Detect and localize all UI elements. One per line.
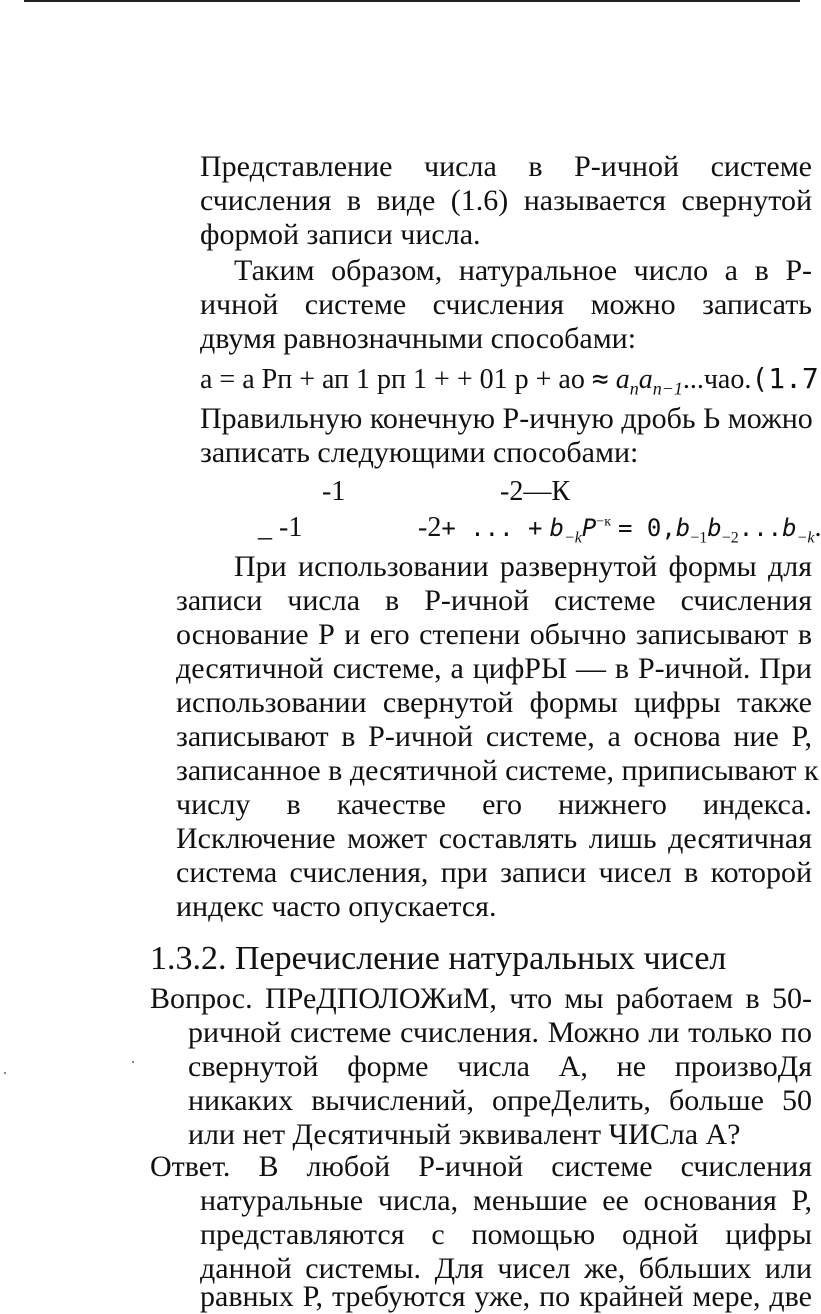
para4-line-9: Исключение может составлять лишь десятичная <box>176 822 812 855</box>
answer-first-text: В любой Р-ичной системе счисления <box>258 1150 812 1183</box>
answer-line-4: данной системы. Для чисел же, ббльших или <box>200 1252 812 1285</box>
top-rule <box>24 0 800 2</box>
para2-line-3: двумя равнозначными способами: <box>200 322 637 355</box>
formula2-bot-mid: -2 <box>418 512 442 543</box>
scan-speck <box>4 1072 6 1074</box>
scan-speck <box>132 1061 134 1063</box>
answer-label: Ответ. <box>150 1150 231 1183</box>
formula2-b3: b <box>782 514 797 542</box>
formula1-a: a <box>615 364 630 395</box>
question-line-3: свернутой форме числа А, не произвоДя <box>188 1050 812 1083</box>
para4-line-5: использовании свернутой формы цифры также <box>176 686 812 719</box>
para2-line-2: ичной системе счисления можно записать <box>200 288 812 321</box>
formula2-top-left: -1 <box>322 476 346 507</box>
section-heading: 1.3.2. Перечисление натуральных чисел <box>150 940 727 977</box>
question-line-2: ричной системе счисления. Можно ли только по <box>188 1016 812 1049</box>
para1-line-1: Представление числа в Р-ичной системе <box>200 150 812 183</box>
para2-line-1: Таким образом, натуральное число а в Р- <box>234 254 812 287</box>
question-line-5: или нет Десятичный эквивалент ЧИСла А? <box>188 1118 741 1151</box>
formula2-sub-k2: −k <box>796 529 815 547</box>
formula1-tail: ...чао. <box>682 364 752 395</box>
formula-fraction <box>258 512 302 544</box>
formula2-sub-2: −2 <box>721 529 739 547</box>
para3-line-2: записать следующими способами: <box>200 436 639 469</box>
formula2-dash: _ <box>258 512 272 543</box>
para4-line-7: записанное в десятичной системе, приписывают к <box>176 754 819 787</box>
formula2-b: b <box>549 514 564 542</box>
para3-line-1: Правильную конечную Р-ичную дробь Ь можно <box>200 402 813 435</box>
answer-first-line <box>150 1150 812 1184</box>
para4-line-10: система счисления, при записи чисел в которой <box>176 856 812 889</box>
formula2-sup-k: −к <box>596 514 611 530</box>
formula2-plus-ellipsis: + ... + <box>441 514 543 542</box>
para1-line-2: счисления в виде (1.6) называется свернутой <box>200 184 812 217</box>
para4-line-11: индекс часто опускается. <box>176 890 497 923</box>
formula1-number: (1.7 <box>751 362 819 395</box>
formula1-sub-n1: n−1 <box>652 378 683 399</box>
formula2-b2: b <box>707 514 722 542</box>
question-line-4: никаких вычислений, опреДелить, больше 50 <box>188 1084 812 1117</box>
question-label: Вопрос. <box>150 982 253 1015</box>
formula2-top-right: -2—К <box>500 476 570 507</box>
para4-line-2: записи числа в Р-ичной системе счисления <box>176 584 812 617</box>
formula2-P: P <box>581 514 597 542</box>
formula2-end: . <box>814 512 821 543</box>
formula2-right <box>418 512 821 548</box>
formula2-bot-left: -1 <box>279 512 303 543</box>
formula2-eq: = 0, <box>618 514 676 542</box>
para4-line-8: числу в качестве его нижнего индекса. <box>176 788 812 821</box>
para4-line-6: записывают в Р-ичной системе, а основа ние Р, <box>176 720 812 753</box>
formula1-left: а = а Рп + ап 1 рп 1 + + 01 р + ао <box>200 364 585 395</box>
question-first-line <box>150 982 812 1016</box>
formula-expanded <box>200 362 819 400</box>
answer-line-3: представляются с помощью одной цифры <box>200 1218 812 1251</box>
para1-line-3: формой записи числа. <box>200 218 481 251</box>
formula2-ellipsis: ... <box>738 514 783 542</box>
para4-line-1: При использовании развернутой формы для <box>234 550 812 583</box>
formula1-a2: a <box>638 364 653 395</box>
formula2-sub-1: −1 <box>690 529 708 547</box>
approx-sign: ≈ <box>591 362 609 395</box>
answer-line-5: равных Р, требуются уже, по крайней мере, две <box>200 1280 812 1313</box>
formula1-sub-n: n <box>629 378 639 399</box>
answer-line-2: натуральные числа, меньшие ее основания Р, <box>200 1184 812 1217</box>
formula2-sub-k: −k <box>563 529 582 547</box>
para4-line-4: десятичной системе, а цифРЫ — в Р-ичной. При <box>176 652 812 685</box>
para4-line-3: основание Р и его степени обычно записывают в <box>176 618 812 651</box>
formula2-b1: b <box>675 514 691 542</box>
question-first-text: ПРеДПОЛОЖиМ, что мы работаем в 50- <box>264 982 812 1015</box>
